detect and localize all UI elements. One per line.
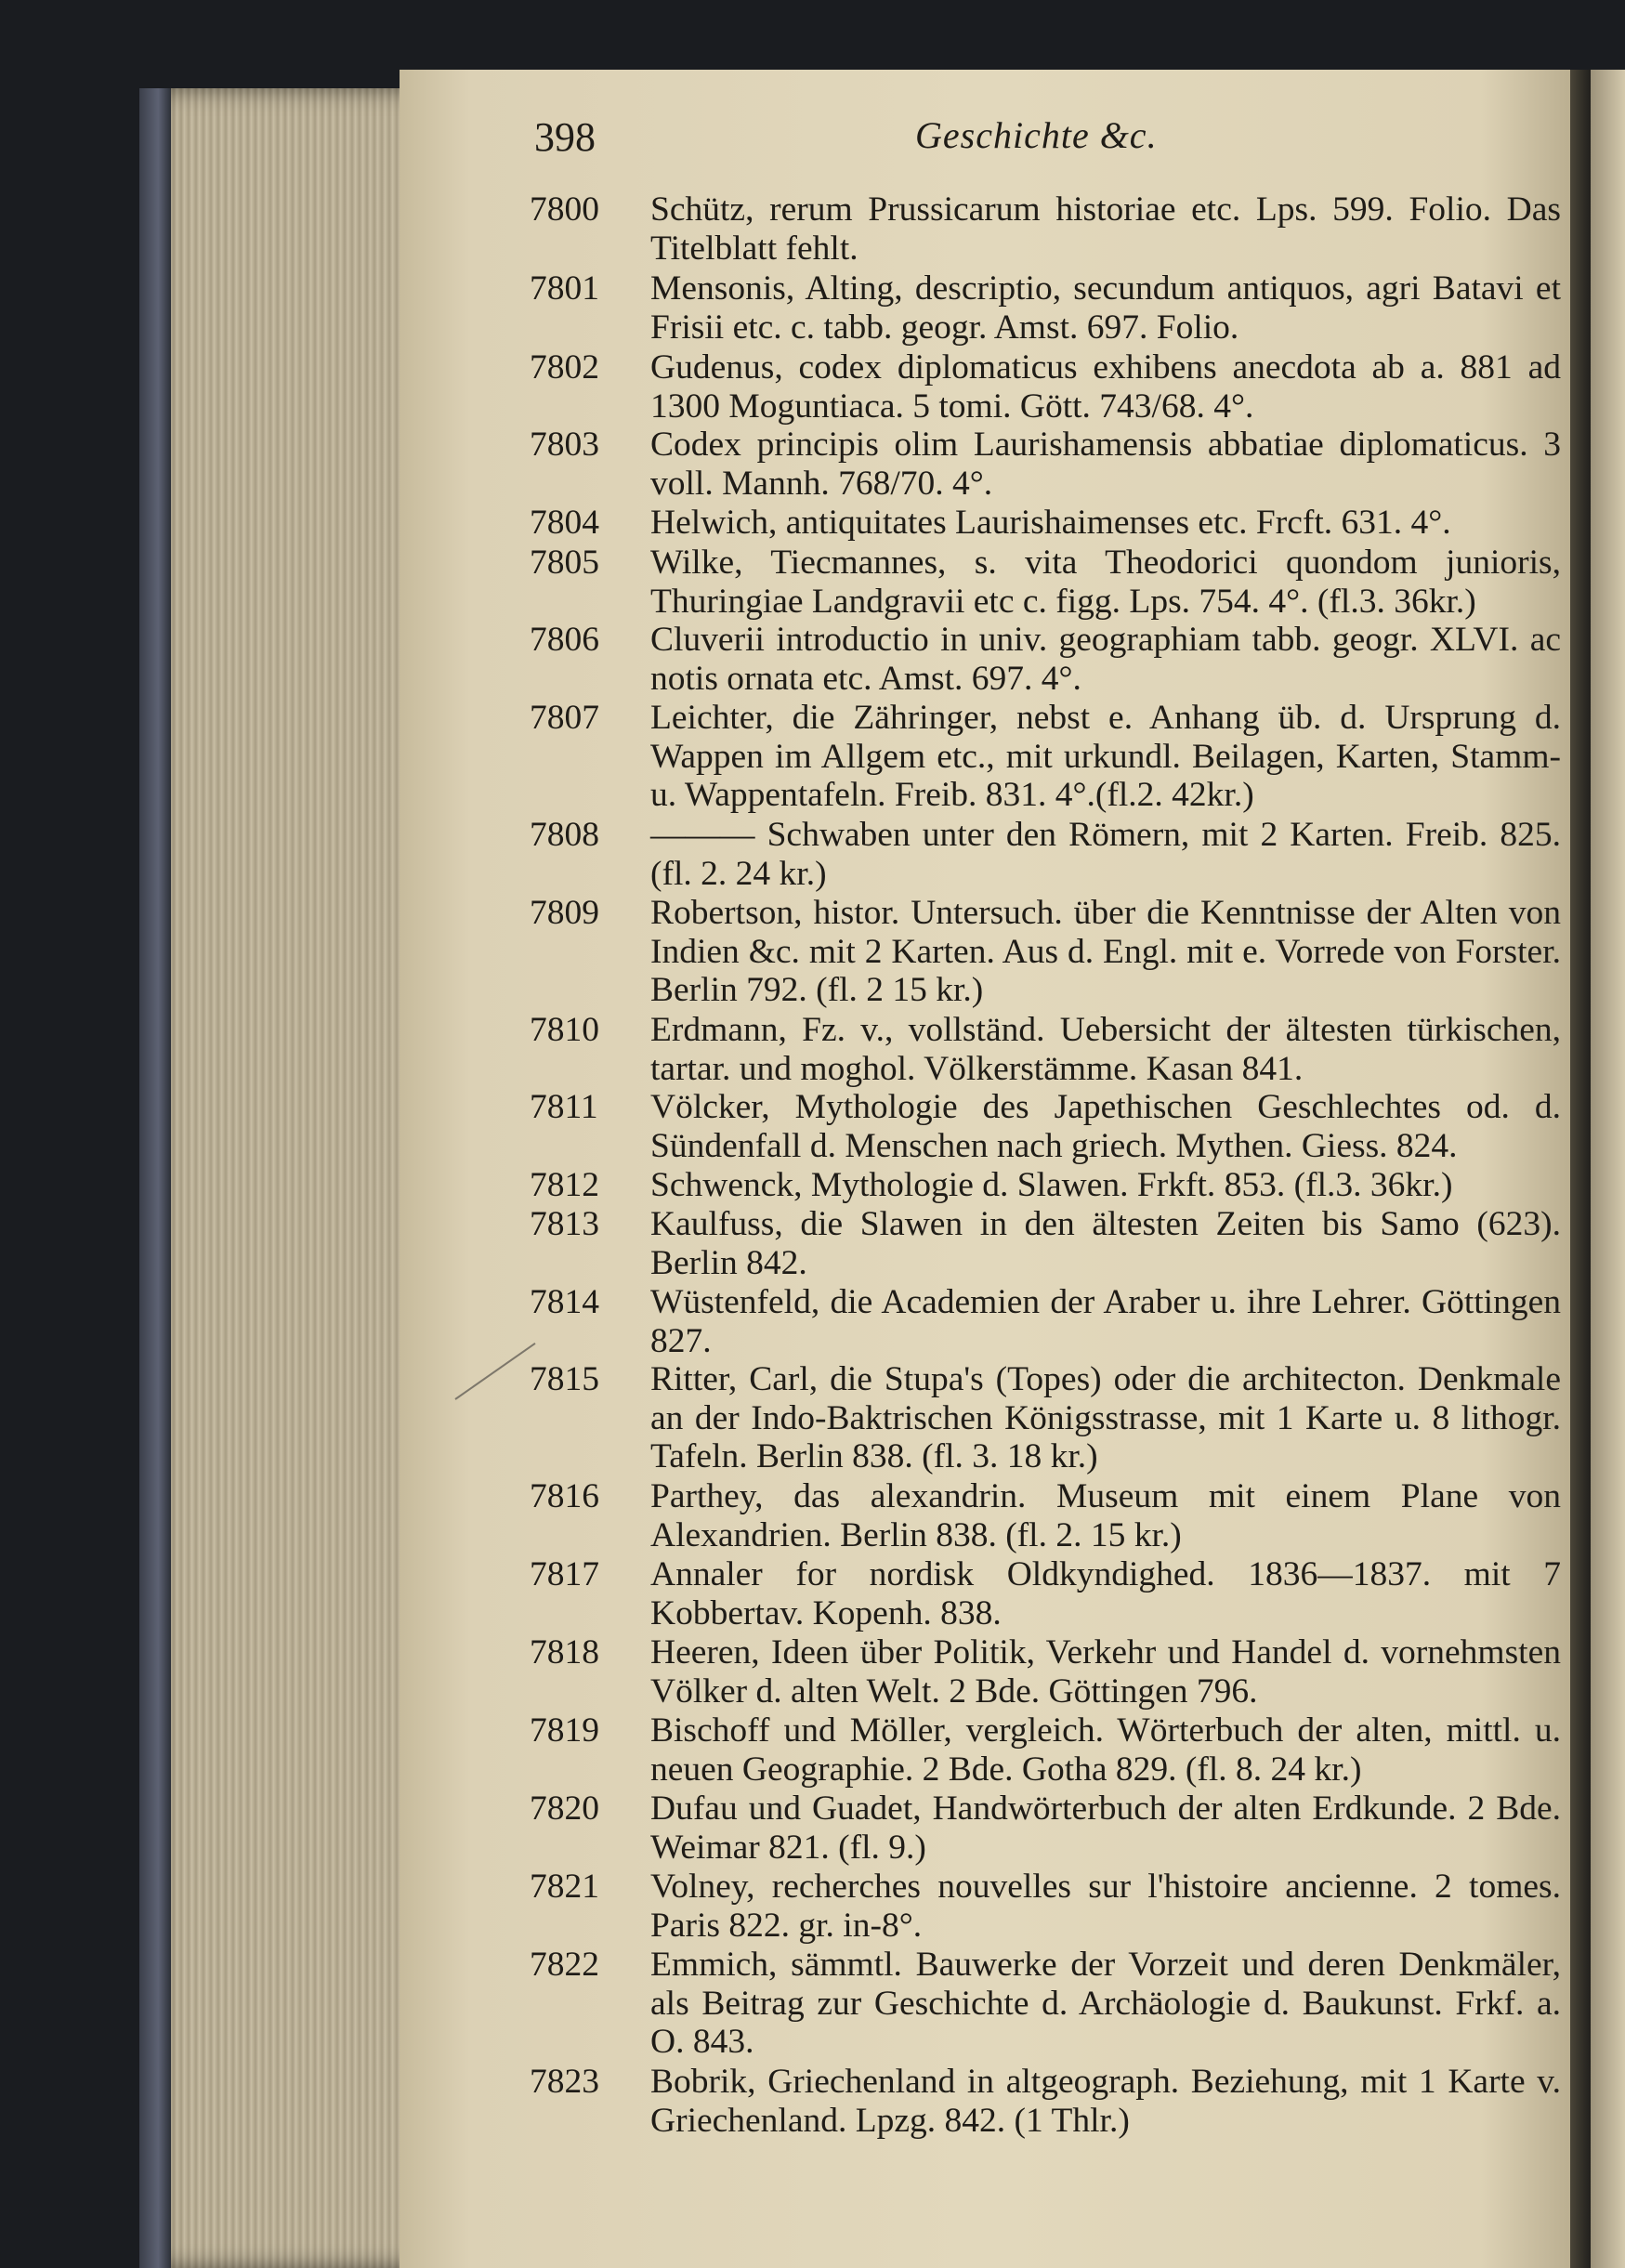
entry-number: 7806 — [530, 621, 599, 659]
entry-text: ——— Schwaben unter den Römern, mit 2 Karten. Freib. 825. (fl. 2. 24 kr.) — [650, 816, 1561, 893]
entry-text: Völcker, Mythologie des Japethischen Geschlechtes od. d. Sündenfall d. Menschen nach griech. Mythen. Giess. 824. — [650, 1088, 1561, 1165]
entry-number: 7818 — [530, 1633, 599, 1672]
entry-text: Robertson, histor. Untersuch. über die Kenntnisse der Alten von Indien &c. mit 2 Karten. Aus d. Engl. mit e. Vorrede von Forster. Berlin 792. (fl. 2 15 kr.) — [650, 894, 1561, 1009]
entry-number: 7816 — [530, 1477, 599, 1515]
entry-text: Annaler for nordisk Oldkyndighed. 1836—1837. mit 7 Kobbertav. Kopenh. 838. — [650, 1555, 1561, 1632]
gutter-shadow — [1570, 70, 1592, 2268]
entry-number: 7819 — [530, 1711, 599, 1750]
entry-number: 7805 — [530, 544, 599, 582]
entry-number: 7803 — [530, 426, 599, 464]
entry-number: 7821 — [530, 1868, 599, 1906]
entry-number: 7812 — [530, 1166, 599, 1204]
entry-number: 7801 — [530, 269, 599, 308]
entry-text: Emmich, sämmtl. Bauwerke der Vorzeit und deren Denkmäler, als Beitrag zur Geschichte d. Archäologie d. Baukunst. Frkf. a. O. 843. — [650, 1946, 1561, 2061]
entry-text: Parthey, das alexandrin. Museum mit einem Plane von Alexandrien. Berlin 838. (fl. 2. 15 kr.) — [650, 1477, 1561, 1554]
entry-text: Cluverii introductio in univ. geographiam tabb. geogr. XLVI. ac notis ornata etc. Amst. 697. 4°. — [650, 621, 1561, 698]
entry-number: 7800 — [530, 190, 599, 229]
entry-number: 7809 — [530, 894, 599, 932]
entry-number: 7811 — [530, 1088, 598, 1126]
next-page-strip — [1591, 70, 1625, 2268]
entry-number: 7815 — [530, 1360, 599, 1398]
entry-number: 7820 — [530, 1789, 599, 1828]
page-number: 398 — [534, 114, 596, 160]
entry-text: Ritter, Carl, die Stupa's (Topes) oder die architecton. Denkmale an der Indo-Baktrischen Königsstrasse, mit 1 Karte u. 8 lithogr. Tafeln. Berlin 838. (fl. 3. 18 kr.) — [650, 1360, 1561, 1475]
running-head — [534, 113, 1556, 169]
entry-text: Gudenus, codex diplomaticus exhibens anecdota ab a. 881 ad 1300 Moguntiaca. 5 tomi. Gött. 743/68. 4°. — [650, 348, 1561, 426]
entry-number: 7822 — [530, 1946, 599, 1984]
entry-text: Heeren, Ideen über Politik, Verkehr und Handel d. vornehmsten Völker d. alten Welt. 2 Bde. Göttingen 796. — [650, 1633, 1561, 1711]
entry-number: 7817 — [530, 1555, 599, 1593]
entry-text: Mensonis, Alting, descriptio, secundum antiquos, agri Batavi et Frisii etc. c. tabb. geogr. Amst. 697. Folio. — [650, 269, 1561, 347]
entry-text: Leichter, die Zähringer, nebst e. Anhang üb. d. Ursprung d. Wappen im Allgem etc., mit urkundl. Beilagen, Karten, Stamm- u. Wappentafeln. Freib. 831. 4°.(fl.2. 42kr.) — [650, 699, 1561, 814]
entry-text: Schütz, rerum Prussicarum historiae etc. Lps. 599. Folio. Das Titelblatt fehlt. — [650, 190, 1561, 268]
entry-text: Codex principis olim Laurishamensis abbatiae diplomaticus. 3 voll. Mannh. 768/70. 4°. — [650, 426, 1561, 503]
entry-number: 7804 — [530, 504, 599, 542]
entry-text: Erdmann, Fz. v., vollständ. Uebersicht der ältesten türkischen, tartar. und moghol. Völkerstämme. Kasan 841. — [650, 1011, 1561, 1088]
entry-text: Bobrik, Griechenland in altgeograph. Beziehung, mit 1 Karte v. Griechenland. Lpzg. 842. (1 Thlr.) — [650, 2063, 1561, 2140]
entry-number: 7807 — [530, 699, 599, 737]
entry-number: 7808 — [530, 816, 599, 854]
entry-text: Schwenck, Mythologie d. Slawen. Frkft. 853. (fl.3. 36kr.) — [650, 1166, 1453, 1204]
entry-text: Helwich, antiquitates Laurishaimenses etc. Frcft. 631. 4°. — [650, 504, 1451, 542]
entry-number: 7814 — [530, 1283, 599, 1321]
entry-text: Wüstenfeld, die Academien der Araber u. ihre Lehrer. Göttingen 827. — [650, 1283, 1561, 1360]
entry-text: Volney, recherches nouvelles sur l'histoire ancienne. 2 tomes. Paris 822. gr. in-8°. — [650, 1868, 1561, 1945]
entry-number: 7802 — [530, 348, 599, 387]
entry-text: Bischoff und Möller, vergleich. Wörterbuch der alten, mittl. u. neuen Geographie. 2 Bde. Gotha 829. (fl. 8. 24 kr.) — [650, 1711, 1561, 1789]
book-cover-edge — [139, 88, 171, 2268]
entry-text: Wilke, Tiecmannes, s. vita Theodorici quondom junioris, Thuringiae Landgravii etc c. figg. Lps. 754. 4°. (fl.3. 36kr.) — [650, 544, 1561, 621]
entry-number: 7810 — [530, 1011, 599, 1049]
entry-text: Kaulfuss, die Slawen in den ältesten Zeiten bis Samo (623). Berlin 842. — [650, 1205, 1561, 1282]
book-page-edges — [139, 88, 409, 2268]
entry-number: 7823 — [530, 2063, 599, 2101]
entry-number: 7813 — [530, 1205, 599, 1243]
page-header-title: Geschichte &c. — [915, 114, 1158, 156]
entry-text: Dufau und Guadet, Handwörterbuch der alten Erdkunde. 2 Bde. Weimar 821. (fl. 9.) — [650, 1789, 1561, 1867]
